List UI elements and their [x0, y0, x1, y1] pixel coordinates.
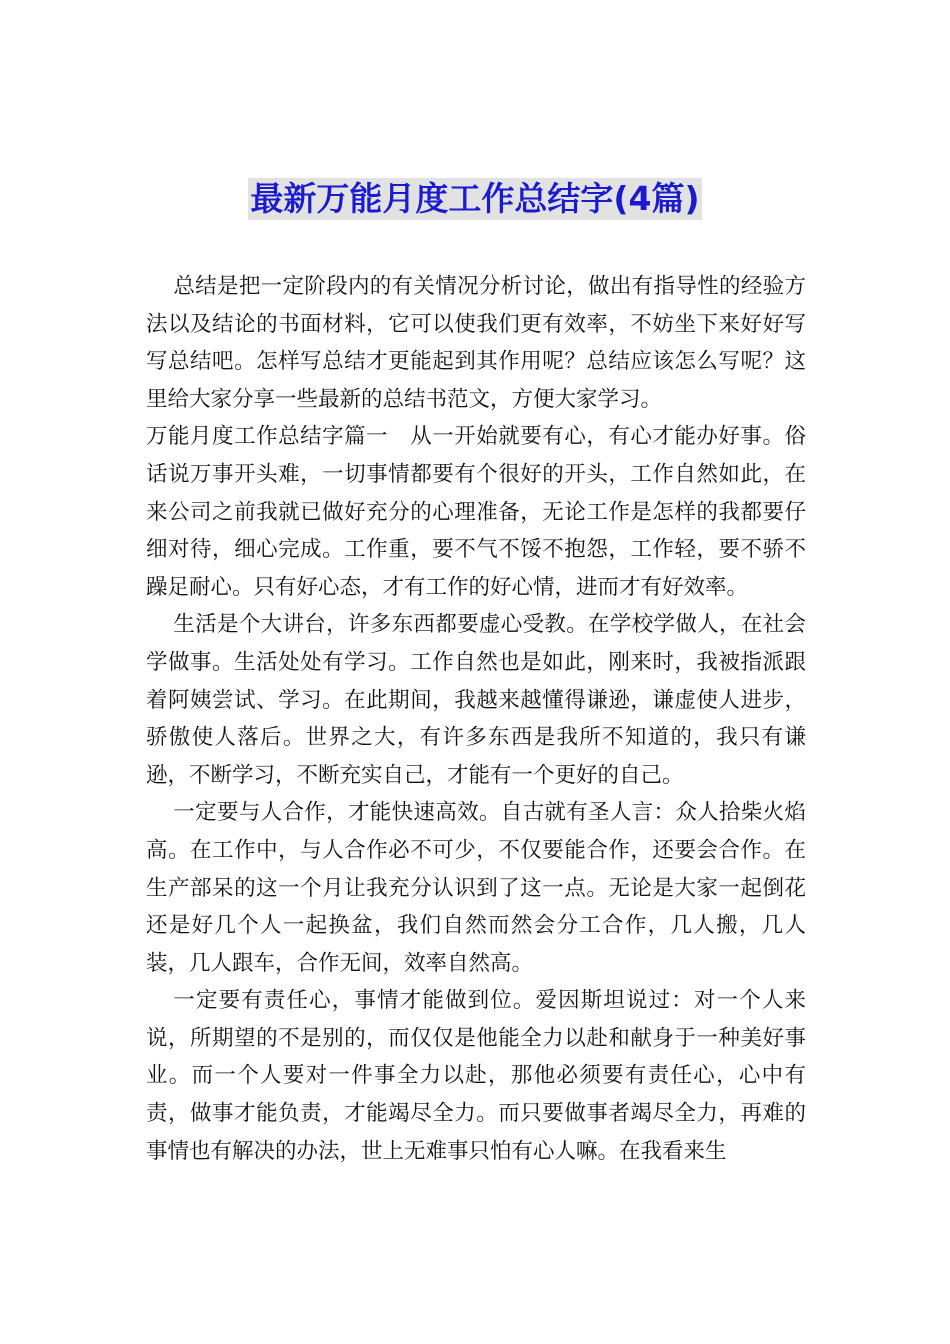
- paragraph-intro: 总结是把一定阶段内的有关情况分析讨论，做出有指导性的经验方法以及结论的书面材料，它可以使我们更有效率，不妨坐下来好好写写总结吧。怎样写总结才更能起到其作用呢？总结应该怎么写呢？这里给大家分享一些最新的总结书范文，方便大家学习。: [146, 274, 806, 412]
- document-title: 最新万能月度工作总结字(4篇): [250, 179, 700, 218]
- document-body: [146, 268, 806, 1170]
- title-container: [0, 178, 950, 220]
- paragraph-life-learning: 生活是个大讲台，许多东西都要虚心受教。在学校学做人，在社会学做事。生活处处有学习。工作自然也是如此，刚来时，我被指派跟着阿姨尝试、学习。在此期间，我越来越懂得谦逊，谦虚使人进步，骄傲使人落后。世界之大，有许多东西是我所不知道的，我只有谦逊，不断学习，不断充实自己，才能有一个更好的自己。: [146, 612, 806, 788]
- paragraph-cooperation: 一定要与人合作，才能快速高效。自古就有圣人言：众人拾柴火焰高。在工作中，与人合作必不可少，不仅要能合作，还要会合作。在生产部呆的这一个月让我充分认识到了这一点。无论是大家一起倒花还是好几个人一起换盆，我们自然而然会分工合作，几人搬，几人装，几人跟车，合作无间，效率自然高。: [146, 800, 806, 976]
- paragraph-section-one: 万能月度工作总结字篇一 从一开始就要有心，有心才能办好事。俗话说万事开头难，一切事情都要有个很好的开头，工作自然如此，在来公司之前我就已做好充分的心理准备，无论工作是怎样的我都要仔细对待，细心完成。工作重，要不气不馁不抱怨，工作轻，要不骄不躁足耐心。只有好心态，才有工作的好心情，进而才有好效率。: [146, 424, 806, 600]
- paragraph-responsibility: 一定要有责任心，事情才能做到位。爱因斯坦说过：对一个人来说，所期望的不是别的，而仅仅是他能全力以赴和献身于一种美好事业。而一个人要对一件事全力以赴，那他必须要有责任心，心中有责，做事才能负责，才能竭尽全力。而只要做事者竭尽全力，再难的事情也有解决的办法，世上无难事只怕有心人嘛。在我看来生: [146, 988, 806, 1164]
